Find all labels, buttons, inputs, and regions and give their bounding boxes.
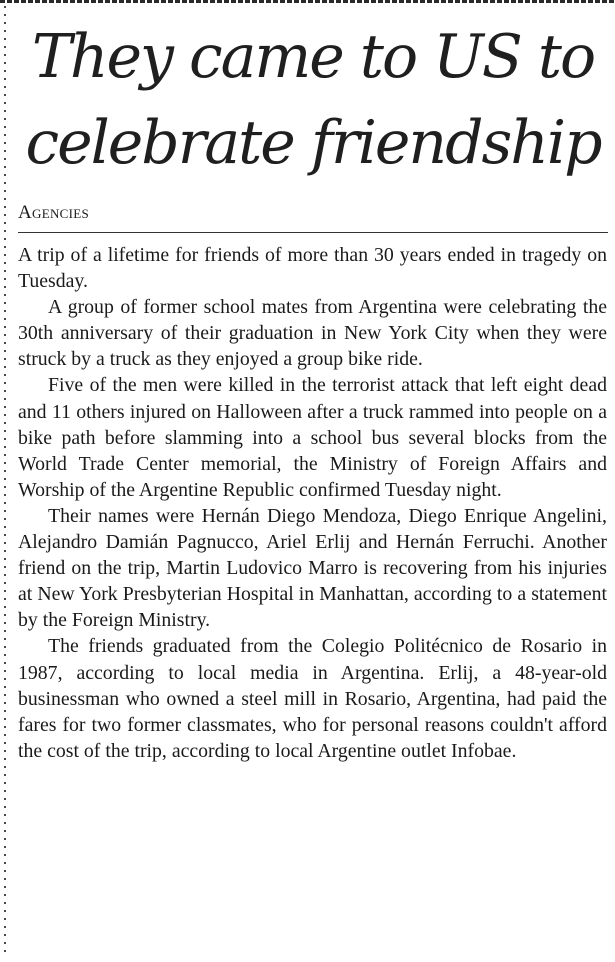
paragraph: The friends graduated from the Colegio Politécnico de Rosario in 1987, according to local media in Argentina. Erlij, a 48-year-old businessman who owned a steel mill in Rosario, Argentina, had paid the fares for two former classmates, who for personal reasons couldn't afford the cost of the trip, according to local Argentine outlet Infobae.	[18, 635, 607, 762]
paragraph: Five of the men were killed in the terrorist attack that left eight dead and 11 others injured on Halloween after a truck rammed into people on a bike path before slamming into a school bus several blocks from the World Trade Center memorial, the Ministry of Foreign Affairs and Worship of the Argentine Republic confirmed Tuesday night.	[18, 374, 607, 501]
byline: Agencies	[18, 202, 90, 223]
paragraph: A trip of a lifetime for friends of more than 30 years ended in tragedy on Tuesday.	[18, 244, 607, 293]
headline: They came to US to celebrate friendship	[25, 22, 601, 178]
dotted-left-border	[4, 6, 6, 958]
paragraph: Their names were Hernán Diego Mendoza, Diego Enrique Angelini, Alejandro Damián Pagnucco, Ariel Erlij and Hernán Ferruchi. Another friend on the trip, Martin Ludovico Marro is recovering from his injuries at New York Presbyterian Hospital in Manhattan, according to a statement by the Foreign Ministry.	[18, 504, 607, 632]
top-border-rule	[0, 0, 615, 3]
article-body	[18, 242, 607, 764]
byline-divider	[18, 232, 608, 233]
paragraph: A group of former school mates from Argentina were celebrating the 30th anniversary of their graduation in New York City when they were struck by a truck as they enjoyed a group bike ride.	[18, 296, 607, 371]
